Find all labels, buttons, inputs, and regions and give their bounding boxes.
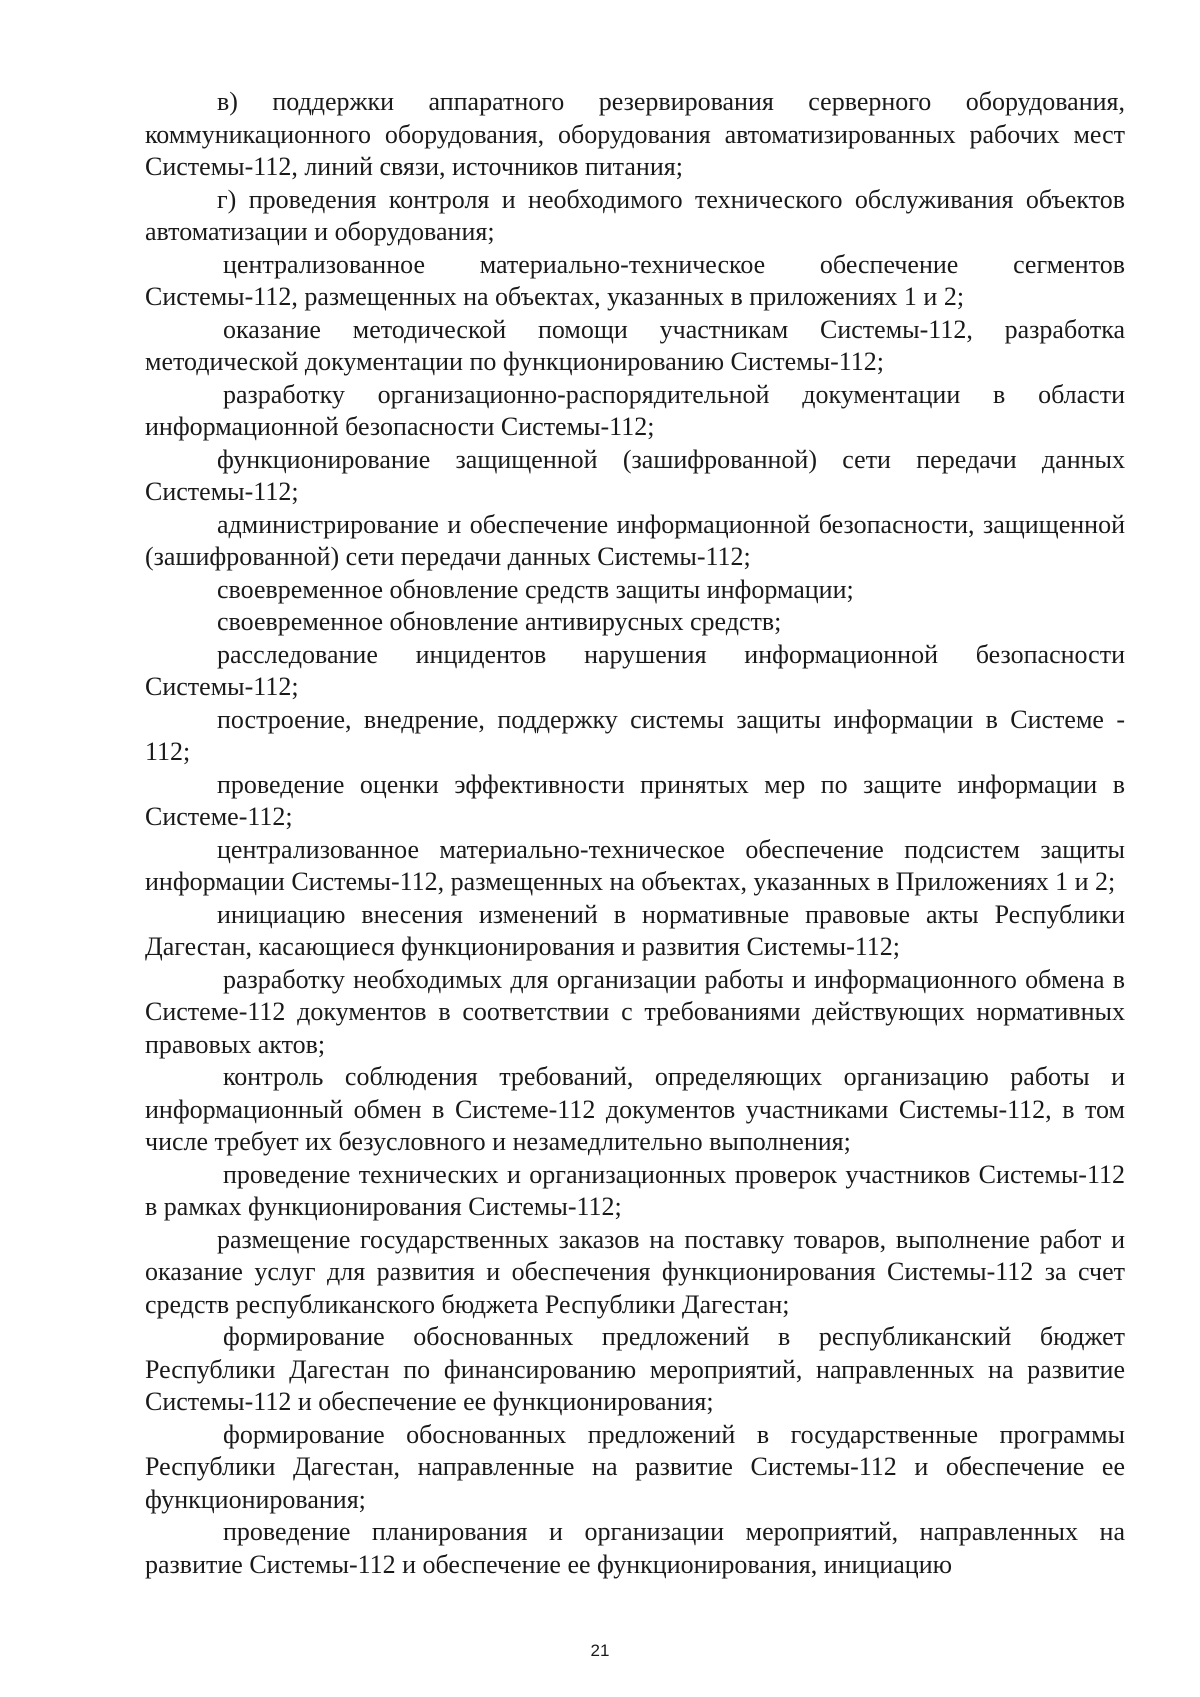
paragraph-legal-amendments: инициацию внесения изменений в нормативные правовые акты Республики Дагестан, касающиеся функционирования и развития Системы-112; [145,899,1125,961]
paragraph-logistics-subsystems: централизованное материально-техническое обеспечение подсистем защиты информации Системы-112, размещенных на объектах, указанных в Приложениях 1 и 2; [145,834,1125,896]
paragraph-hardware-redundancy: в) поддержки аппаратного резервирования серверного оборудования, коммуникационного оборудования, оборудования автоматизированных рабочих мест Системы-112, линий связи, источников питания; [145,87,1125,181]
paragraph-state-orders: размещение государственных заказов на поставку товаров, выполнение работ и оказание услуг для развития и обеспечения функционирования Системы-112 за счет средств республиканского бюджета Республики Дагестан; [145,1224,1125,1319]
paragraph-protection-system: построение, внедрение, поддержку системы защиты информации в Системе - 112; [145,704,1125,766]
paragraph-technical-maintenance: г) проведения контроля и необходимого технического обслуживания объектов автоматизации и оборудования; [145,184,1125,246]
paragraph-planning: проведение планирования и организации мероприятий, направленных на развитие Системы-112 и обеспечение ее функционирования, инициацию [145,1517,1125,1579]
paragraph-network-administration: администрирование и обеспечение информационной безопасности, защищенной (зашифрованной) сети передачи данных Системы-112; [145,509,1125,571]
paragraph-protection-updates: своевременное обновление средств защиты информации; [217,574,854,604]
paragraph-incident-investigation: расследование инцидентов нарушения информационной безопасности Системы-112; [145,639,1125,701]
paragraph-inspections: проведение технических и организационных проверок участников Системы-112 в рамках функционирования Системы-112; [145,1159,1125,1221]
paragraph-secure-network: функционирование защищенной (зашифрованной) сети передачи данных Системы-112; [145,444,1125,506]
paragraph-program-proposals: формирование обоснованных предложений в государственные программы Республики Дагестан, направленные на развитие Системы-112 и обеспечение ее функционирования; [145,1419,1125,1514]
paragraph-antivirus-updates: своевременное обновление антивирусных средств; [217,607,782,636]
paragraph-document-development: разработку необходимых для организации работы и информационного обмена в Системе-112 документов в соответствии с требованиями действующих нормативных правовых актов; [145,964,1125,1059]
page-number: 21 [590,1641,610,1660]
paragraph-logistics-segments: централизованное материально-техническое обеспечение сегментов Системы-112, размещенных на объектах, указанных в приложениях 1 и 2; [145,249,1125,311]
document-body [145,86,1125,1581]
paragraph-methodical-help: оказание методической помощи участникам Системы-112, разработка методической документации по функционированию Системы-112; [145,314,1125,376]
paragraph-effectiveness-evaluation: проведение оценки эффективности принятых мер по защите информации в Системе-112; [145,769,1125,831]
paragraph-budget-proposals: формирование обоснованных предложений в республиканский бюджет Республики Дагестан по финансированию мероприятий, направленных на развитие Системы-112 и обеспечение ее функционирования; [145,1322,1125,1416]
paragraph-compliance-control: контроль соблюдения требований, определяющих организацию работы и информационный обмен в Системе-112 документов участниками Системы-112, в том числе требует их безусловного и незамедлительно выполнения; [145,1062,1125,1156]
paragraph-security-docs: разработку организационно-распорядительной документации в области информационной безопасности Системы-112; [145,379,1125,441]
